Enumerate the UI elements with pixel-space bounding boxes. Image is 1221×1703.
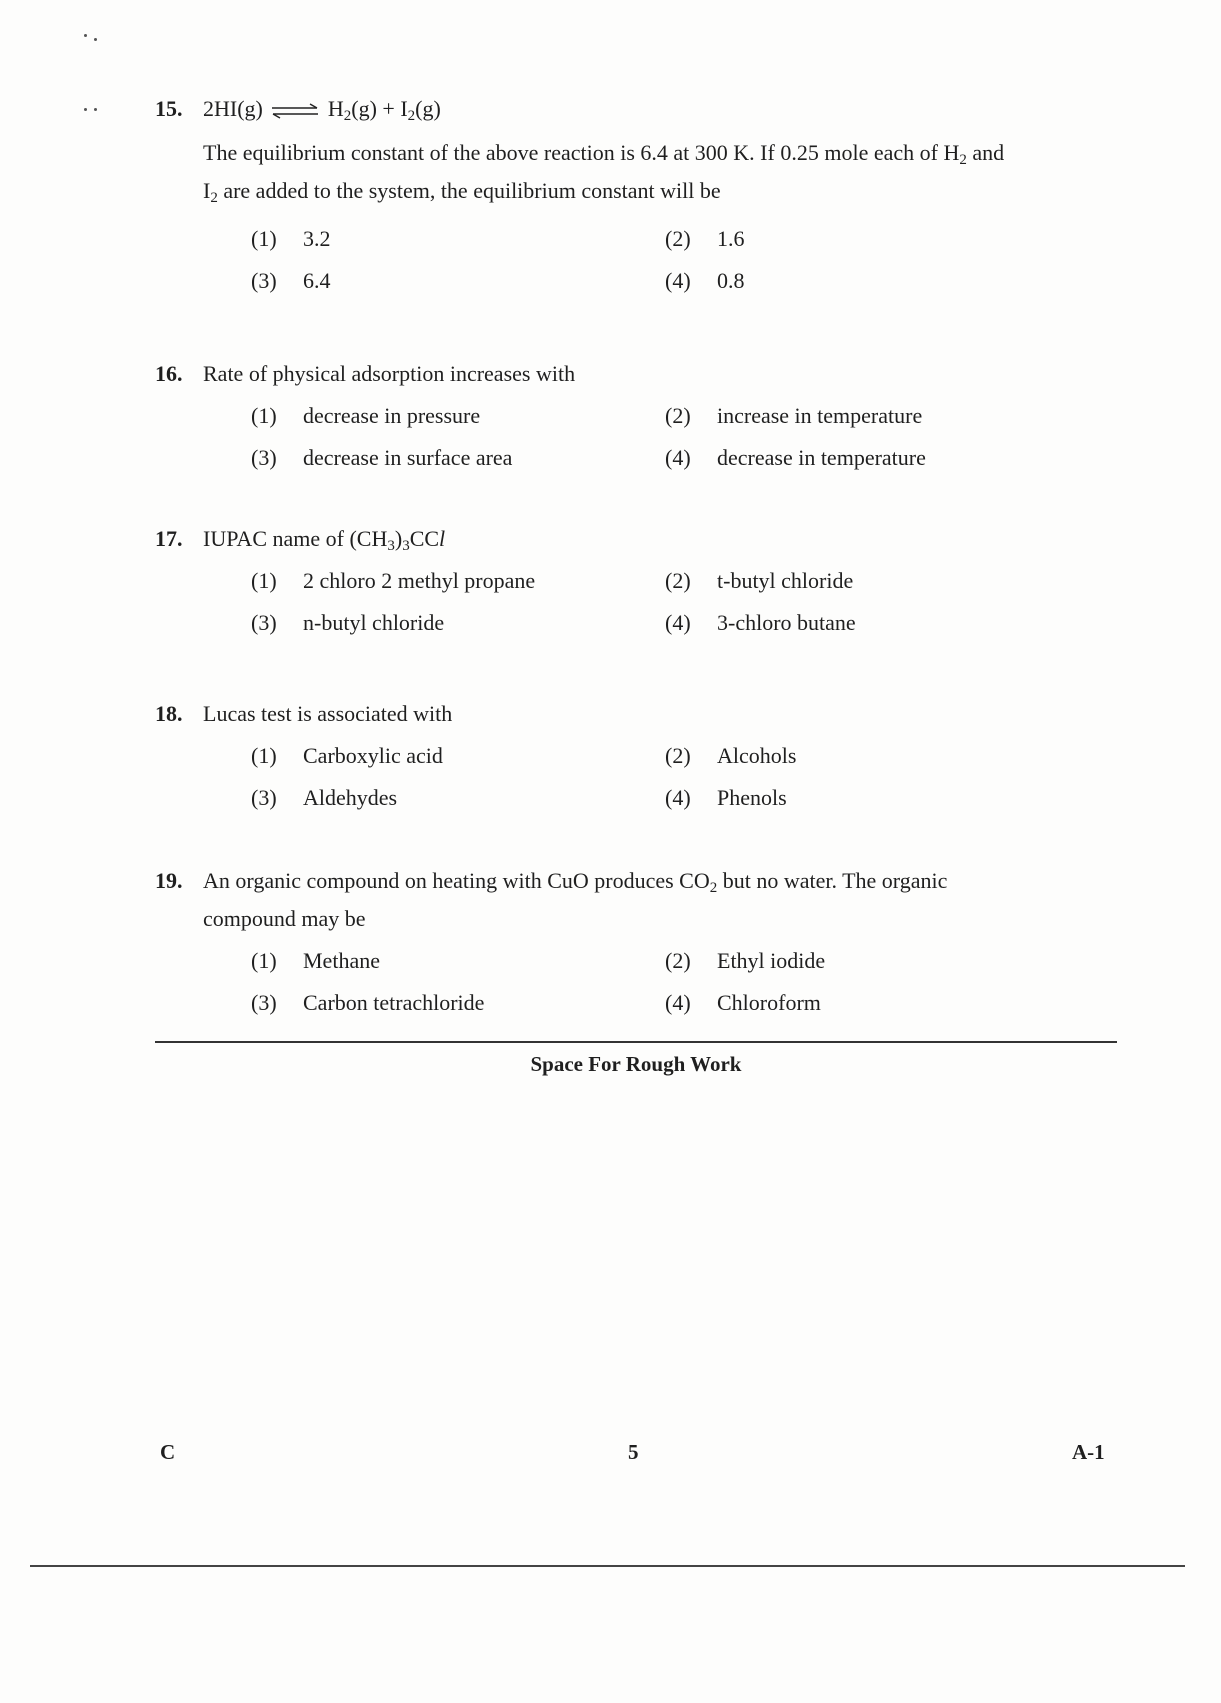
question-stem: An organic compound on heating with CuO produces $CO_2$ but no water. The organic compound may be: [203, 868, 948, 931]
options: [251, 938, 1105, 1022]
option-3[interactable]: (3) decrease in surface area: [251, 445, 513, 470]
options: [251, 393, 1105, 477]
question-equation: 2HI(g) $H_2(g) + I_2(g)$: [203, 96, 441, 124]
question-19: [155, 862, 1105, 1022]
options: [251, 216, 1105, 300]
option-3[interactable]: (3) 6.4: [251, 268, 331, 293]
scan-speck: [94, 108, 97, 111]
option-1[interactable]: (1) 3.2: [251, 226, 331, 251]
question-16: [155, 355, 1105, 477]
scan-speck: [84, 108, 87, 111]
rough-work-label: Space For Rough Work: [530, 1052, 742, 1076]
footer-set-code: C: [160, 1440, 176, 1464]
question-stem: IUPAC name of $(CH_3)_3CCl$: [203, 526, 446, 554]
option-3[interactable]: (3) Carbon tetrachloride: [251, 990, 485, 1015]
question-stem: Lucas test is associated with: [203, 701, 453, 726]
option-2[interactable]: (2) t-butyl chloride: [665, 568, 854, 593]
equilibrium-arrow-icon: [270, 103, 320, 119]
option-2[interactable]: (2) increase in temperature: [665, 403, 923, 428]
option-4[interactable]: (4) Chloroform: [665, 990, 821, 1015]
question-15: [155, 90, 1105, 300]
option-1[interactable]: (1) Carboxylic acid: [251, 743, 443, 768]
question-number: 17.: [155, 526, 183, 551]
footer-page-number: 5: [628, 1440, 639, 1464]
question-stem: The equilibrium constant of the above reaction is 6.4 at 300 K. If 0.25 mole each of $H_2$ and $I_2$ are added to the system, the equilibrium constant will be: [203, 140, 1005, 206]
scan-speck: [94, 38, 97, 41]
option-4[interactable]: (4) 3-chloro butane: [665, 610, 856, 635]
option-1[interactable]: (1) decrease in pressure: [251, 403, 481, 428]
options: [251, 733, 1105, 817]
option-2[interactable]: (2) Ethyl iodide: [665, 948, 826, 973]
option-1[interactable]: (1) 2 chloro 2 methyl propane: [251, 568, 536, 593]
question-stem: Rate of physical adsorption increases with: [203, 361, 576, 386]
question-18: [155, 695, 1105, 817]
question-number: 16.: [155, 361, 183, 386]
option-4[interactable]: (4) 0.8: [665, 268, 745, 293]
option-2[interactable]: (2) 1.6: [665, 226, 745, 251]
question-number: 15.: [155, 96, 183, 121]
question-number: 19.: [155, 868, 183, 893]
option-4[interactable]: (4) Phenols: [665, 785, 787, 810]
option-3[interactable]: (3) n-butyl chloride: [251, 610, 445, 635]
question-17: [155, 520, 1105, 642]
option-2[interactable]: (2) Alcohols: [665, 743, 797, 768]
question-number: 18.: [155, 701, 183, 726]
bottom-border-line: [30, 1565, 1185, 1567]
option-4[interactable]: (4) decrease in temperature: [665, 445, 926, 470]
option-3[interactable]: (3) Aldehydes: [251, 785, 398, 810]
scan-speck: [84, 34, 87, 37]
footer-booklet-code: A-1: [1072, 1440, 1105, 1464]
rough-work-divider: [155, 1041, 1117, 1043]
options: [251, 558, 1105, 642]
option-1[interactable]: (1) Methane: [251, 948, 380, 973]
